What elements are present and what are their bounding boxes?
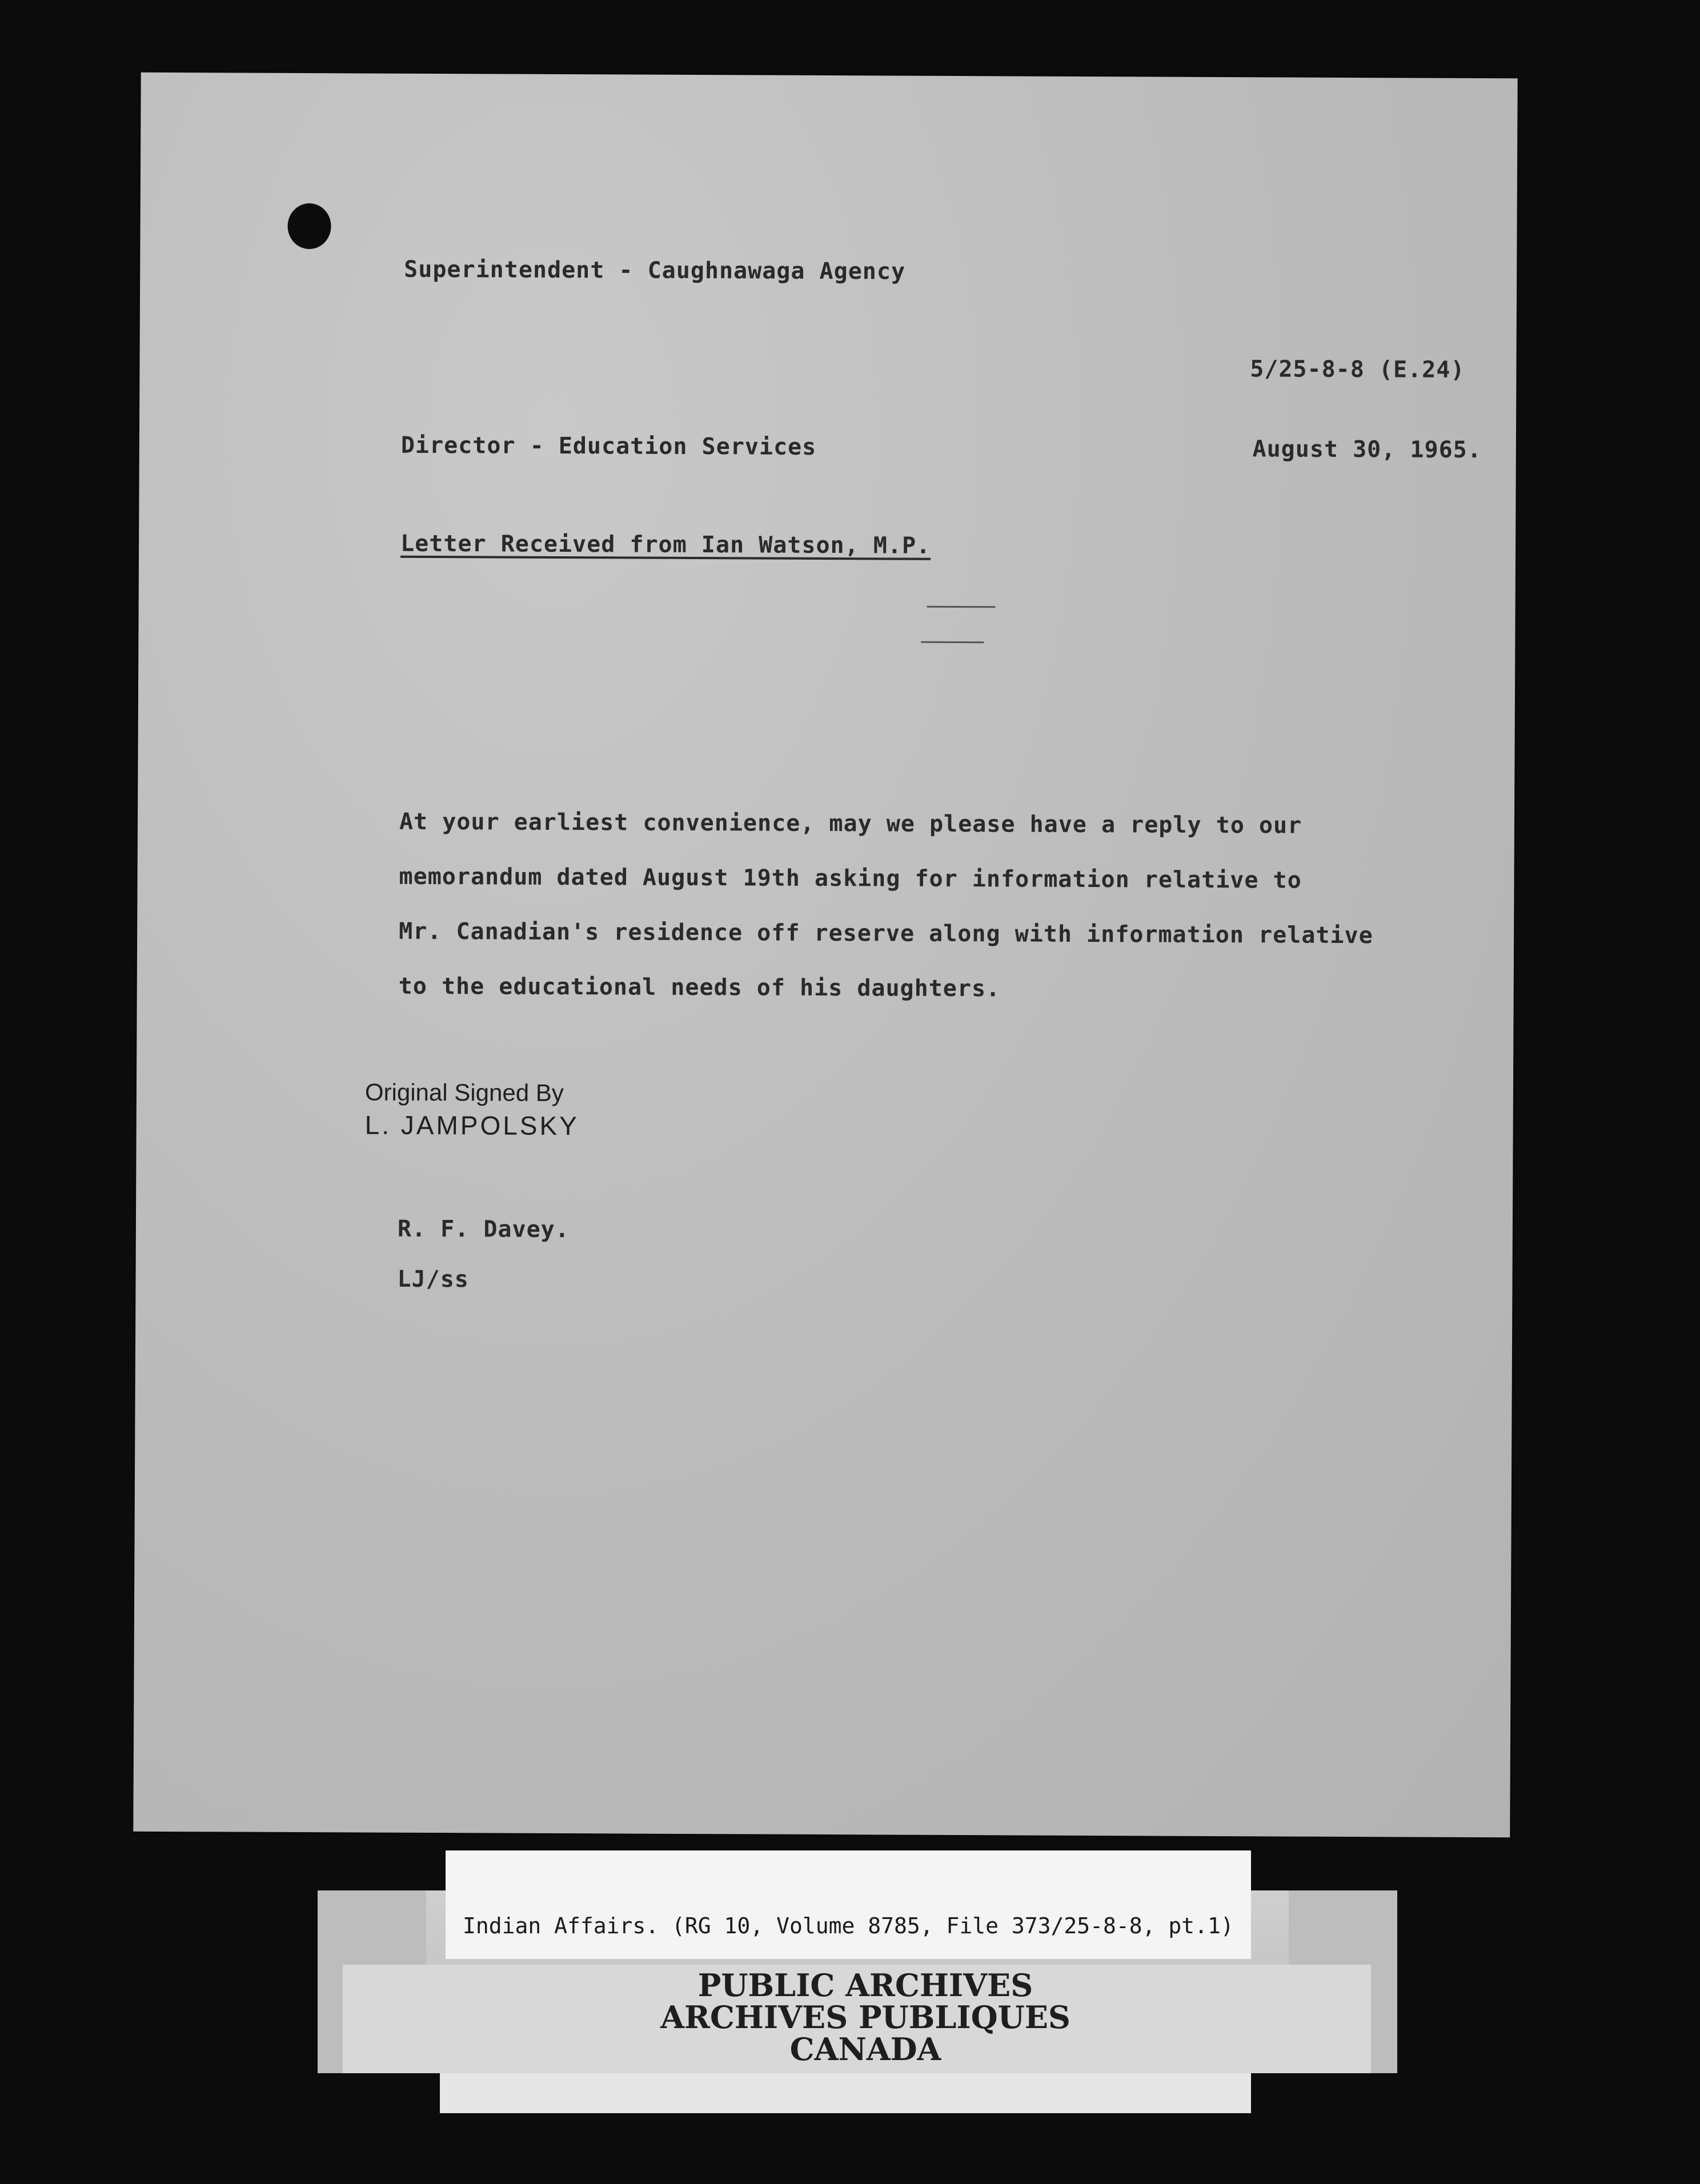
- memo-subject: Letter Received from Ian Watson, M.P.: [400, 530, 931, 559]
- signature-stamp: [365, 1078, 580, 1141]
- archive-label: Indian Affairs. (RG 10, Volume 8785, File 373/25-8-8, pt.1): [463, 1913, 1234, 1938]
- memo-to: Superintendent - Caughnawaga Agency: [404, 256, 906, 285]
- typist-initials: LJ/ss: [397, 1266, 470, 1293]
- memo-page: [133, 73, 1517, 1837]
- body-line: Mr. Canadian's residence off reserve along with information relative: [399, 918, 1373, 949]
- memo-date: August 30, 1965.: [1252, 436, 1482, 464]
- public-archives-stamp: [571, 1969, 1160, 2065]
- stamp-line: PUBLIC ARCHIVES: [697, 1967, 1033, 2004]
- smudge-mark: [927, 606, 996, 608]
- memo-body: [399, 794, 1374, 1018]
- stamp-name: L. JAMPOLSKY: [364, 1110, 580, 1141]
- smudge-mark: [921, 641, 984, 643]
- body-line: memorandum dated August 19th asking for information relative to: [399, 863, 1302, 894]
- body-line: At your earliest convenience, may we please have a reply to our: [399, 808, 1302, 839]
- file-reference: 5/25-8-8 (E.24): [1250, 356, 1465, 383]
- archive-label-card: [446, 1850, 1251, 1959]
- punch-hole: [287, 203, 331, 249]
- stamp-caption: Original Signed By: [364, 1078, 564, 1107]
- memo-from: Director - Education Services: [400, 432, 817, 460]
- archive-bottom-band: [440, 2073, 1251, 2113]
- stamp-line: CANADA: [789, 2031, 941, 2067]
- signer-name: R. F. Davey.: [397, 1215, 570, 1243]
- stamp-line: ARCHIVES PUBLIQUES: [660, 1999, 1070, 2036]
- body-line: to the educational needs of his daughters.: [398, 973, 1001, 1002]
